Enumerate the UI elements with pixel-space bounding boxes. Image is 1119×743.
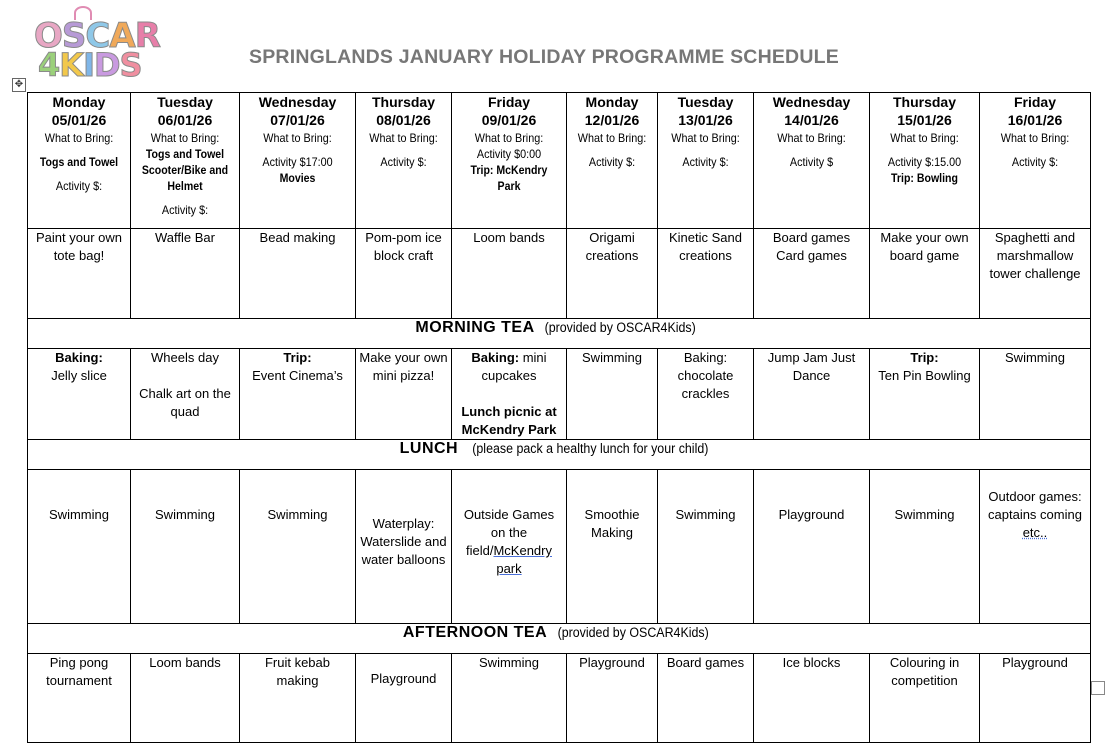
activity-cell: Fruit kebab making [240,654,356,743]
activity-cell: Playground [567,654,658,743]
lunch-row [28,440,1091,470]
activity-cell: Board games [658,654,754,743]
activity-cell: Outside Games on the field/McKendry park [452,470,567,624]
activity-cell: Ping pong tournament [28,654,131,743]
activity-cell: Trip: Event Cinema’s [240,349,356,440]
activity-cell: Wheels day Chalk art on the quad [131,349,240,440]
day-cell: Thursday 15/01/26 What to Bring: Activity $:15.00 Trip: Bowling [870,93,980,229]
activity-cell: Swimming [567,349,658,440]
activity-cell: Waterplay: Waterslide and water balloons [356,470,452,624]
activity-cell: Loom bands [452,229,567,319]
activity-cell: Make your own board game [870,229,980,319]
activity-cell: Ice blocks [754,654,870,743]
activity-cell: Baking: chocolate crackles [658,349,754,440]
etc-link[interactable]: etc.. [1022,525,1048,540]
day-header-row [28,93,1091,229]
afternoon-activity-row [28,470,1091,624]
activity-cell: Jump Jam Just Dance [754,349,870,440]
activity-cell: Playground [754,470,870,624]
activity-cell: Swimming [131,470,240,624]
logo-line1: OSCAR [34,16,160,56]
activity-cell: Make your own mini pizza! [356,349,452,440]
activity-cell: Swimming [980,349,1091,440]
late-activity-row [28,654,1091,743]
activity-cell: Bead making [240,229,356,319]
activity-cell: Swimming [452,654,567,743]
activity-cell: Playground [356,654,452,743]
activity-cell: Origami creations [567,229,658,319]
lunch-banner: LUNCH (please pack a healthy lunch for your child) [28,440,1091,470]
activity-cell: Spaghetti and marshmallow tower challenge [980,229,1091,319]
afternoon-tea-row [28,624,1091,654]
activity-cell: Swimming [658,470,754,624]
day-cell: Tuesday 13/01/26 What to Bring: Activity $: [658,93,754,229]
activity-cell: Waffle Bar [131,229,240,319]
afternoon-tea-banner: AFTERNOON TEA (provided by OSCAR4Kids) [28,624,1091,654]
activity-cell: Swimming [870,470,980,624]
day-cell: Thursday 08/01/26 What to Bring: Activity $: [356,93,452,229]
morning-tea-banner: MORNING TEA (provided by OSCAR4Kids) [28,319,1091,349]
day-cell: Friday 16/01/26 What to Bring: Activity $: [980,93,1091,229]
activity-cell: Baking: mini cupcakes Lunch picnic at McKendry Park [452,349,567,440]
activity-cell: Board games Card games [754,229,870,319]
activity-cell: Playground [980,654,1091,743]
midday-activity-row [28,349,1091,440]
day-cell: Wednesday 14/01/26 What to Bring: Activity $ [754,93,870,229]
activity-cell: Colouring in competition [870,654,980,743]
activity-cell: Smoothie Making [567,470,658,624]
activity-cell: Trip: Ten Pin Bowling [870,349,980,440]
morning-activity-row [28,229,1091,319]
activity-cell: Kinetic Sand creations [658,229,754,319]
day-cell: Friday 09/01/26 What to Bring: Activity $0:00 Trip: McKendry Park [452,93,567,229]
day-cell: Monday 12/01/26 What to Bring: Activity $: [567,93,658,229]
table-move-handle-icon[interactable]: ✥ [12,78,26,92]
table-resize-handle[interactable] [1091,681,1105,695]
day-cell: Wednesday 07/01/26 What to Bring: Activity $17:00 Movies [240,93,356,229]
day-cell: Monday 05/01/26 What to Bring: Togs and Towel Activity $: [28,93,131,229]
schedule-table [27,92,1091,743]
activity-cell: Swimming [28,470,131,624]
activity-cell: Outdoor games: captains coming etc.. [980,470,1091,624]
activity-cell: Baking: Jelly slice [28,349,131,440]
day-cell: Tuesday 06/01/26 What to Bring: Togs and Towel Scooter/Bike and Helmet Activity $: [131,93,240,229]
mckendry-park-link[interactable]: McKendry park [493,543,552,576]
activity-cell: Pom-pom ice block craft [356,229,452,319]
activity-cell: Paint your own tote bag! [28,229,131,319]
oscar4kids-logo [30,6,172,82]
morning-tea-row [28,319,1091,349]
activity-cell: Swimming [240,470,356,624]
activity-cell: Loom bands [131,654,240,743]
page-title: SPRINGLANDS JANUARY HOLIDAY PROGRAMME SCHEDULE [249,46,839,68]
logo-line2: 4KIDS [38,46,142,84]
